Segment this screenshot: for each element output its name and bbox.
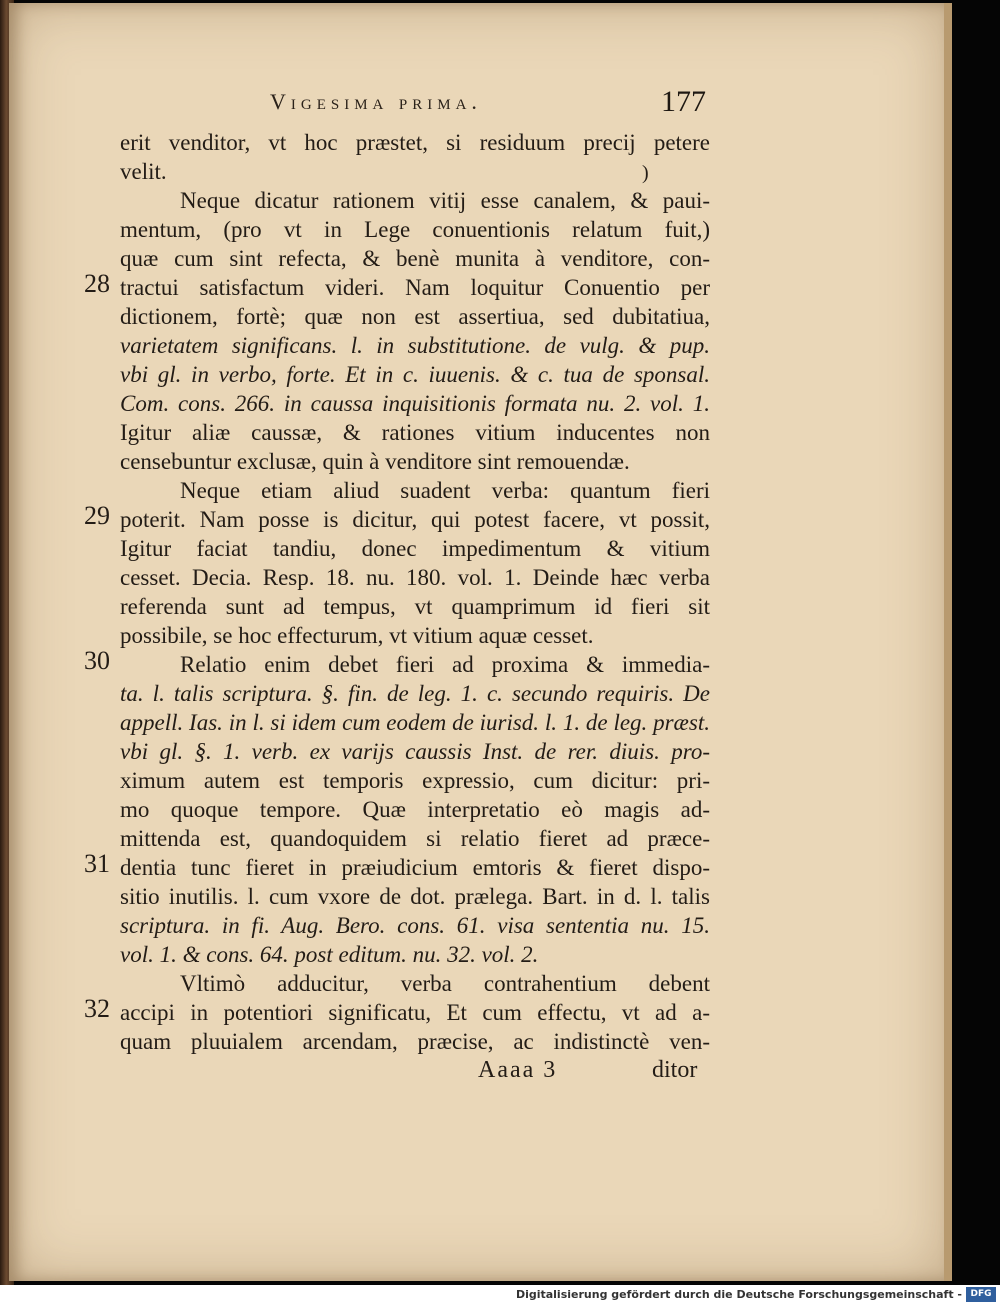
text-line: Com. cons. 266. in caussa inquisitionis formata nu. 2. vol. 1. [120, 391, 710, 416]
text-line: ximum autem est temporis expressio, cum dicitur: pri- [120, 768, 710, 793]
text-line: censebuntur exclusæ, quin à venditore sint remouendæ. [120, 449, 630, 474]
signature-mark: Aaaa 3 [478, 1057, 558, 1083]
running-head: Vigesima prima. [270, 89, 482, 114]
text-line: tractui satisfactum videri. Nam loquitur Conuentio per [120, 275, 710, 300]
text-line: sitio inutilis. l. cum vxore de dot. prælega. Bart. in d. l. talis [120, 884, 710, 909]
text-line: Relatio enim debet fieri ad proxima & immedia- [180, 652, 710, 677]
text-line: Neque dicatur rationem vitij esse canalem, & paui- [180, 188, 710, 213]
margin-number: 31 [84, 849, 110, 878]
text-line: mentum, (pro vt in Lege conuentionis relatum fuit,) [120, 217, 710, 242]
text-line: velit. [120, 159, 167, 184]
stray-mark: ) [642, 162, 649, 184]
text-line: mo quoque tempore. Quæ interpretatio eò magis ad- [120, 797, 710, 822]
dfg-logo: DFG [966, 1287, 996, 1302]
text-line: Igitur aliæ caussæ, & rationes vitium inducentes non [120, 420, 710, 445]
page-number: 177 [661, 85, 706, 118]
text-line: scriptura. in fi. Aug. Bero. cons. 61. visa sententia nu. 15. [120, 913, 710, 938]
text-line: Neque etiam aliud suadent verba: quantum fieri [180, 478, 710, 503]
text-line: quæ cum sint refecta, & benè munita à venditore, con- [120, 246, 710, 271]
catchword: ditor [652, 1057, 698, 1083]
text-line: vbi gl. in verbo, forte. Et in c. iuuenis. & c. tua de sponsal. [120, 362, 710, 387]
text-line: vol. 1. & cons. 64. post editum. nu. 32. vol. 2. [120, 942, 539, 967]
text-line: appell. Ias. in l. si idem cum eodem de iurisd. l. 1. de leg. præst. [120, 710, 710, 735]
footer-bar [0, 1285, 1000, 1305]
text-line: dentia tunc fieret in præiudicium emtoris & fieret dispo- [120, 855, 710, 880]
footer-credit: Digitalisierung gefördert durch die Deutsche Forschungsgemeinschaft - [515, 1288, 962, 1301]
page-edge [944, 3, 952, 1281]
text-line: Igitur faciat tandiu, donec impedimentum & vitium [120, 536, 710, 561]
text-line: accipi in potentiori significatu, Et cum effectu, vt ad a- [120, 1000, 710, 1025]
body-text [120, 128, 710, 1056]
text-line: mittenda est, quandoquidem si relatio fieret ad præce- [120, 826, 710, 851]
text-line: Vltimò adducitur, verba contrahentium debent [180, 971, 710, 996]
text-line: dictionem, fortè; quæ non est assertiua, sed dubitatiua, [120, 304, 710, 329]
text-line: varietatem significans. l. in substitutione. de vulg. & pup. [120, 333, 710, 358]
margin-number: 29 [84, 501, 110, 530]
page-header [120, 85, 710, 123]
margin-number: 32 [84, 994, 110, 1023]
text-line: poterit. Nam posse is dicitur, qui potest facere, vt possit, [120, 507, 710, 532]
text-line: quam pluuialem arcendam, præcise, ac indistinctè ven- [120, 1029, 710, 1054]
margin-number: 28 [84, 269, 110, 298]
text-line: possibile, se hoc effecturum, vt vitium aquæ cesset. [120, 623, 594, 648]
margin-number: 30 [84, 646, 110, 675]
text-line: referenda sunt ad tempus, vt quamprimum id fieri sit [120, 594, 710, 619]
text-line: ta. l. talis scriptura. §. fin. de leg. 1. c. secundo requiris. De [120, 681, 710, 706]
text-line: erit venditor, vt hoc præstet, si residuum precij petere [120, 130, 710, 155]
text-line: cesset. Decia. Resp. 18. nu. 180. vol. 1. Deinde hæc verba [120, 565, 710, 590]
text-line: vbi gl. §. 1. verb. ex varijs caussis Inst. de rer. diuis. pro- [120, 739, 710, 764]
